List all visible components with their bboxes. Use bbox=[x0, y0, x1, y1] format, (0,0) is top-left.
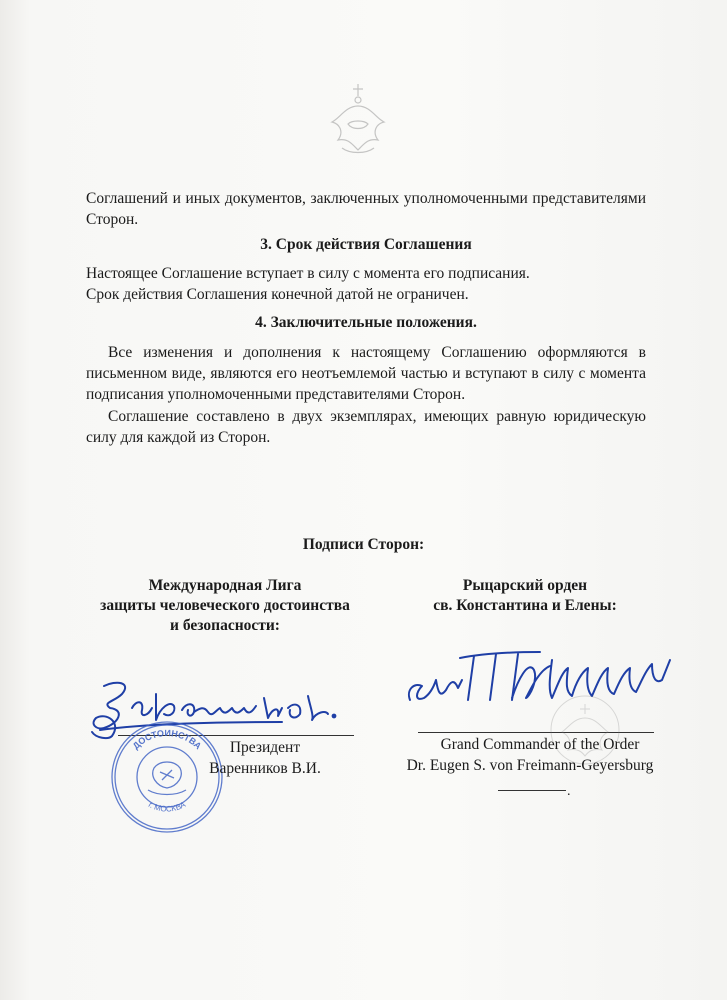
right-role: Grand Commander of the Order bbox=[440, 736, 640, 753]
left-party-line-1: Международная Лига bbox=[148, 577, 302, 594]
svg-text:г. МОСКВА bbox=[147, 800, 188, 814]
section-4-title: 4. Заключительные положения. bbox=[255, 314, 477, 331]
right-date-line bbox=[498, 790, 566, 791]
left-signatory-name: Варенников В.И. bbox=[209, 760, 321, 777]
signatures-title: Подписи Сторон: bbox=[302, 536, 425, 553]
right-party-line-1: Рыцарский орден bbox=[462, 577, 588, 594]
left-party-name bbox=[80, 576, 370, 636]
section-3-line-2: Срок действия Соглашения конечной датой не ограничен. bbox=[86, 286, 469, 303]
left-party-line-2: защиты человеческого достоинства bbox=[100, 597, 350, 614]
left-role: Президент bbox=[229, 739, 301, 756]
section-3-line-1: Настоящее Соглашение вступает в силу с момента его подписания. bbox=[86, 265, 530, 282]
stamp-text-bottom: г. МОСКВА bbox=[146, 799, 188, 814]
section-4-paragraph-2: Соглашение составлено в двух экземплярах, имеющих равную юридическую силу для каждой из Сторон. bbox=[86, 408, 646, 446]
section-3-title: 3. Срок действия Соглашения bbox=[260, 236, 472, 253]
right-party-name bbox=[400, 576, 650, 616]
paragraph-continuation: Соглашений и иных документов, заключенных уполномоченными представителями Сторон. bbox=[86, 190, 646, 228]
crest-emblem-icon bbox=[318, 78, 398, 168]
right-signatory-name: Dr. Eugen S. von Freimann-Geyersburg bbox=[406, 757, 654, 774]
stamp-text-top: ДОСТОИНСТВА bbox=[130, 727, 204, 752]
right-date-period: . bbox=[567, 784, 571, 799]
left-party-line-3: и безопасности: bbox=[170, 617, 280, 634]
section-4-paragraph-1: Все изменения и дополнения к настоящему Соглашению оформляются в письменном виде, являются его неотъемлемой частью и вступают в силу с момента подписания уполномоченными представителями Сторон. bbox=[86, 344, 646, 403]
right-party-line-2: св. Константина и Елены: bbox=[433, 597, 617, 614]
